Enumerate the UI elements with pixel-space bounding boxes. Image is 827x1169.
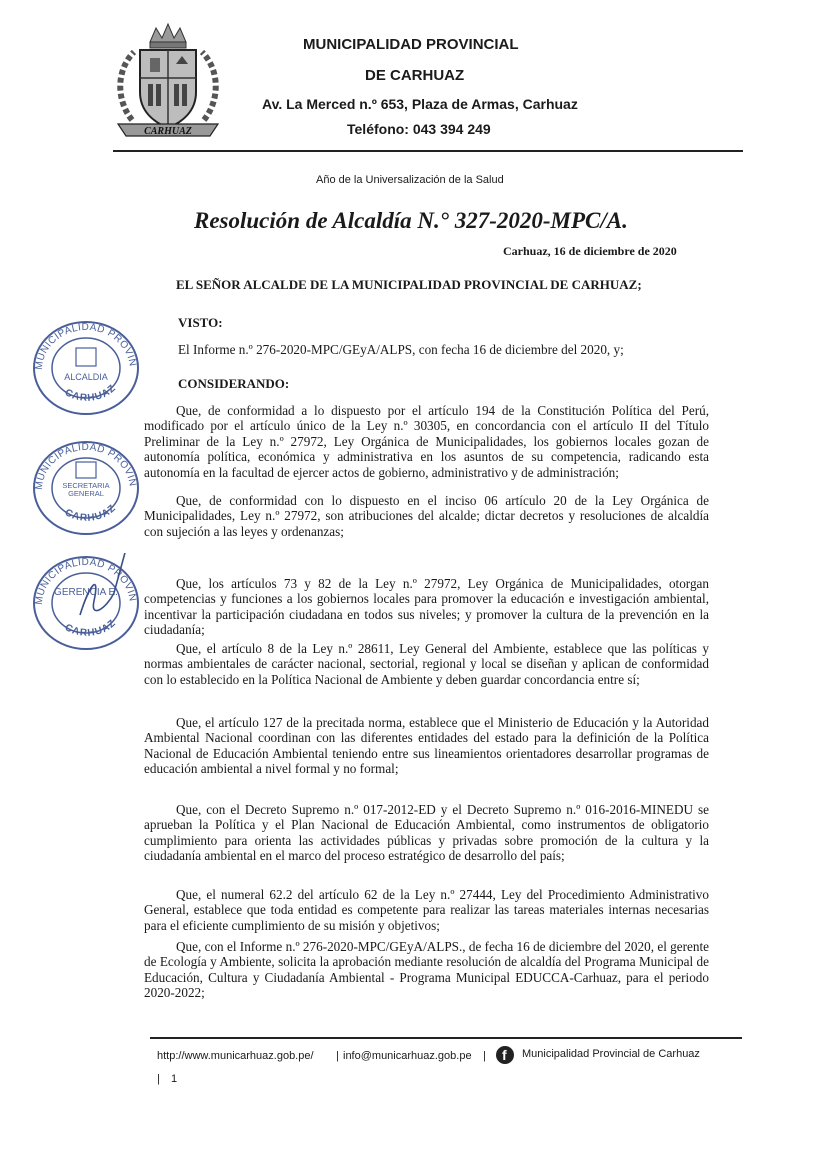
- header-divider: [113, 150, 743, 152]
- municipal-coat-of-arms-logo: [110, 20, 226, 140]
- considerando-paragraph-4: Que, el artículo 8 de la Ley n.º 28611, Ley General del Ambiente, establece que las políticas y normas ambientales de carácter nacional, sectorial, regional y local se diseñan y aplican de conformidad con lo establecido en la Política Nacional de Ambiente y deben guardar concordancia entre sí;: [144, 641, 709, 687]
- header-line-1: MUNICIPALIDAD PROVINCIAL: [303, 36, 519, 53]
- footer-divider: [150, 1037, 742, 1039]
- svg-text:CARHUAZ: CARHUAZ: [62, 502, 119, 524]
- svg-text:MUNICIPALIDAD PROVINCIAL: MUNICIPALIDAD PROVIN: [33, 321, 138, 371]
- considerando-paragraph-2: Que, de conformidad con lo dispuesto en el inciso 06 artículo 20 de la Ley Orgánica de Municipalidades, Ley n.º 27972, son atribuciones del alcalde; dictar decretos y resoluciones de alcaldía con sujeción a las leyes y ordenanzas;: [144, 493, 709, 539]
- resolution-title: Resolución de Alcaldía N.° 327-2020-MPC/A.: [194, 208, 628, 233]
- considerando-paragraph-3: Que, los artículos 73 y 82 de la Ley n.º 27972, Ley Orgánica de Municipalidades, otorgan competencias y funciones a los gobiernos locales para promover la educación e investigación ambiental, incentivar la participación ciudadana en todos sus niveles; y promover la cultura de la prevención en la ciudadanía;: [144, 576, 709, 638]
- considerando-paragraph-8: Que, con el Informe n.º 276-2020-MPC/GEyA/ALPS., de fecha 16 de diciembre del 2020, el gerente de Ecología y Ambiente, solicita la aprobación mediante resolución de alcaldía del Programa Municipal de Educación, Cultura y Ciudadanía Ambiental - Programa Municipal EDUCCA-Carhuaz, para el periodo 2020-2022;: [144, 939, 709, 1001]
- considerando-paragraph-5: Que, el artículo 127 de la precitada norma, establece que el Ministerio de Educación y la Autoridad Ambiental Nacional coordinan con las diferentes entidades del estado para la definición de la Política Nacional de Educación Ambiental teniendo entre sus lineamientos orientadores desarrollar programas de educación ambiental a nivel formal y no formal;: [144, 715, 709, 777]
- considerando-paragraph-7: Que, el numeral 62.2 del artículo 62 de la Ley n.º 27444, Ley del Procedimiento Administrativo General, establece que toda entidad es competente para realizar las tareas materiales internas necesarias para el eficiente cumplimiento de su misión y objetivos;: [144, 887, 709, 933]
- visto-text: El Informe n.º 276-2020-MPC/GEyA/ALPS, con fecha 16 de diciembre del 2020, y;: [178, 342, 624, 357]
- page-number: 1: [171, 1073, 178, 1085]
- svg-text:ALCALDIA: ALCALDIA: [64, 372, 108, 382]
- stamp-gerencia: MUNICIPALIDAD PROVIN CARHUAZ GERENCIA E.: [30, 553, 142, 658]
- svg-text:MUNICIPALIDAD PROVINCIAL: MUNICIPALIDAD PROVIN: [33, 441, 138, 491]
- svg-text:CARHUAZ: CARHUAZ: [62, 617, 119, 639]
- header-line-2: DE CARHUAZ: [365, 67, 465, 84]
- header-address: Av. La Merced n.º 653, Plaza de Armas, Carhuaz: [262, 96, 578, 112]
- footer-separator-1: |: [336, 1050, 339, 1062]
- considerando-heading: CONSIDERANDO:: [178, 376, 290, 391]
- footer-separator-2: |: [483, 1050, 486, 1062]
- considerando-paragraph-1: Que, de conformidad a lo dispuesto por el artículo 194 de la Constitución Política del Perú, modificado por el artículo único de la Ley n.º 30305, en concordancia con el artículo II del Título Preliminar de la Ley n.º 27972, Ley Orgánica de Municipalidades, los gobiernos locales gozan de autonomía política, económica y administrativa en los asuntos de su competencia, radicando esta autonomía en la facultad de ejercer actos de gobierno, administrativo y de administración;: [144, 403, 709, 480]
- considerando-paragraph-6: Que, con el Decreto Supremo n.º 017-2012-ED y el Decreto Supremo n.º 016-2016-MINEDU se aprueban la Política y el Plan Nacional de Educación Ambiental, como instrumentos de obligatorio cumplimiento para orienta las actividades públicas y privadas sobre promoción de la cultura y la ciudadanía ambiental en el marco del proceso estratégico de desarrollo del país;: [144, 802, 709, 864]
- svg-text:MUNICIPALIDAD PROVINCIAL: MUNICIPALIDAD PROVIN: [33, 556, 138, 606]
- footer-website[interactable]: http://www.municarhuaz.gob.pe/: [157, 1050, 314, 1062]
- footer-email[interactable]: info@municarhuaz.gob.pe: [343, 1050, 472, 1062]
- stamp-secretaria-general: MUNICIPALIDAD PROVIN CARHUAZ SECRETARIA GENERAL: [30, 438, 142, 543]
- year-motto: Año de la Universalización de la Salud: [316, 174, 504, 186]
- page-marker: |: [157, 1073, 160, 1085]
- svg-text:CARHUAZ: CARHUAZ: [62, 382, 119, 404]
- footer-facebook-page[interactable]: Municipalidad Provincial de Carhuaz: [522, 1048, 700, 1060]
- place-and-date: Carhuaz, 16 de diciembre de 2020: [503, 244, 677, 258]
- header-phone: Teléfono: 043 394 249: [347, 121, 491, 137]
- stamp-alcaldia: [30, 318, 142, 423]
- authority-line: EL SEÑOR ALCALDE DE LA MUNICIPALIDAD PROVINCIAL DE CARHUAZ;: [176, 277, 642, 292]
- facebook-icon[interactable]: f: [496, 1046, 514, 1064]
- visto-heading: VISTO:: [178, 315, 223, 330]
- logo-ribbon-text: CARHUAZ: [144, 126, 192, 137]
